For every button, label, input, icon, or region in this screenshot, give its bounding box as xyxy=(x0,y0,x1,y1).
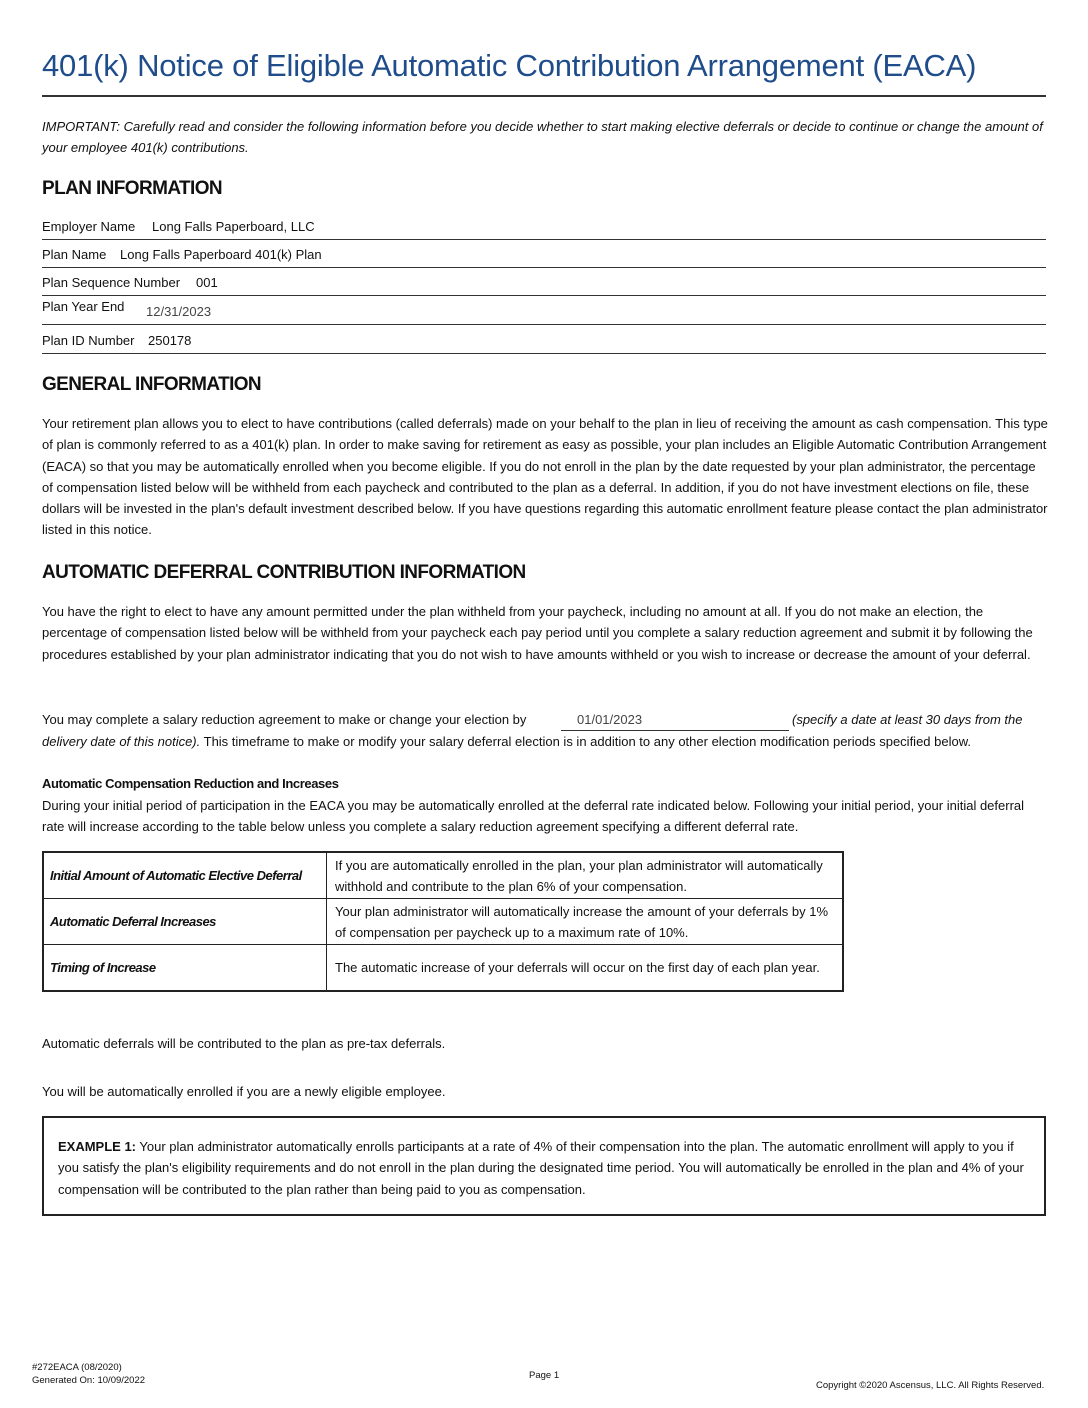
page-number: Page 1 xyxy=(529,1370,560,1381)
automatic-deferral-heading: AUTOMATIC DEFERRAL CONTRIBUTION INFORMATION xyxy=(42,562,526,583)
field-label: Plan Name xyxy=(42,247,107,262)
plan-id-row xyxy=(42,326,1046,354)
title-divider xyxy=(42,95,1046,97)
field-label: Plan Sequence Number xyxy=(42,275,181,290)
field-label: Plan Year End xyxy=(42,299,125,314)
plan-sequence-value: 001 xyxy=(196,275,218,290)
general-info-text: Your retirement plan allows you to elect to have contributions (called deferrals) made on your behalf to the plan in lieu of receiving the amount as cash compensation. This type of plan is commonly referred to as a 401(k) plan. In order to make saving for retirement as easy as possible, your plan includes an Eligible Automatic Contribution Arrangement (EACA) so that you may be automatically enrolled when you become eligible. If you do not enroll in the plan by the date requested by your plan administrator, the percentage of compensation listed below will be withheld from each paycheck and contributed to the plan as a deferral. In addition, if you do not have investment elections on file, these dollars will be invested in the plan's default investment described below. If you have questions regarding this automatic enrollment feature please contact the plan administrator listed in this notice. xyxy=(42,416,1048,538)
plan-year-end-value: 12/31/2023 xyxy=(146,304,212,319)
example-body: Your plan administrator automatically enrolls participants at a rate of 4% of their compensation into the plan. The automatic enrollment will apply to you if you satisfy the plan's eligibility requirements and do not enroll in the plan during the designated time period. You will automatically be enrolled in the plan and 4% of your compensation will be contributed to the plan rather than being paid to you as compensation. xyxy=(58,1139,1024,1197)
deferral-terms-table xyxy=(42,851,844,992)
compensation-reduction-subheading: Automatic Compensation Reduction and Increases xyxy=(42,776,339,791)
table-row-value: Your plan administrator will automatically increase the amount of your deferrals by 1% of compensation per paycheck up to a maximum rate of 10%. xyxy=(327,899,844,945)
plan-info-heading: PLAN INFORMATION xyxy=(42,178,223,199)
compensation-reduction-text: During your initial period of participation in the EACA you may be automatically enrolled at the deferral rate indicated below. Following your initial period, your initial deferral rate will increase according to the table below unless you complete a salary reduction agreement specifying a different deferral rate. xyxy=(42,798,1025,835)
table-row-label: Initial Amount of Automatic Elective Deferral xyxy=(43,852,327,899)
newly-eligible-statement: You will be automatically enrolled if you are a newly eligible employee. xyxy=(42,1084,446,1099)
election-date-field: 01/01/2023 xyxy=(561,709,789,731)
table-row-value: If you are automatically enrolled in the plan, your plan administrator will automatically withhold and contribute to the plan 6% of your compensation. xyxy=(327,852,844,899)
plan-name-value: Long Falls Paperboard 401(k) Plan xyxy=(120,247,322,262)
election-line-start: You may complete a salary reduction agreement to make or change your election by xyxy=(42,712,527,727)
election-timeframe-text: This timeframe to make or modify your salary deferral election is in addition to any other election modification periods specified below. xyxy=(200,734,972,749)
table-row-label: Timing of Increase xyxy=(43,945,327,992)
election-date-instruction-end: delivery date of this notice). xyxy=(42,734,201,749)
form-id: #272EACA (08/2020) xyxy=(32,1362,122,1373)
table-row xyxy=(43,945,843,992)
important-notice: IMPORTANT: Carefully read and consider the following information before you decide whether to start making elective deferrals or decide to continue or change the amount of your employee 401(k) contributions. xyxy=(42,119,1043,156)
employer-name-row xyxy=(42,212,1046,240)
plan-year-end-row xyxy=(42,297,1046,325)
field-label: Plan ID Number xyxy=(42,333,135,348)
table-row xyxy=(43,852,843,899)
table-row xyxy=(43,899,843,945)
example-box xyxy=(42,1116,1046,1216)
field-label: Employer Name xyxy=(42,219,136,234)
pretax-statement: Automatic deferrals will be contributed to the plan as pre-tax deferrals. xyxy=(42,1036,446,1051)
employer-name-value: Long Falls Paperboard, LLC xyxy=(152,219,315,234)
generated-date: Generated On: 10/09/2022 xyxy=(32,1375,146,1386)
election-date-instruction: (specify a date at least 30 days from the xyxy=(792,712,1023,727)
table-row-label: Automatic Deferral Increases xyxy=(43,899,327,945)
election-line-end xyxy=(42,731,971,752)
example-label: EXAMPLE 1: xyxy=(58,1139,137,1154)
copyright: Copyright ©2020 Ascensus, LLC. All Rights Reserved. xyxy=(816,1380,1045,1391)
plan-name-row xyxy=(42,240,1046,268)
example-text xyxy=(58,1136,1028,1200)
plan-sequence-row xyxy=(42,268,1046,296)
document-title: 401(k) Notice of Eligible Automatic Contribution Arrangement (EACA) xyxy=(42,48,977,83)
general-info-heading: GENERAL INFORMATION xyxy=(42,374,262,395)
plan-id-value: 250178 xyxy=(148,333,192,348)
automatic-deferral-text: You have the right to elect to have any amount permitted under the plan withheld from your paycheck, including no amount at all. If you do not make an election, the percentage of compensation listed below will be withheld from your paycheck each pay period until you complete a salary reduction agreement and submit it by following the procedures established by your plan administrator indicating that you do not wish to have amounts withheld or you wish to increase or decrease the amount of your deferral. xyxy=(42,604,1033,662)
table-row-value: The automatic increase of your deferrals will occur on the first day of each plan year. xyxy=(327,945,844,992)
